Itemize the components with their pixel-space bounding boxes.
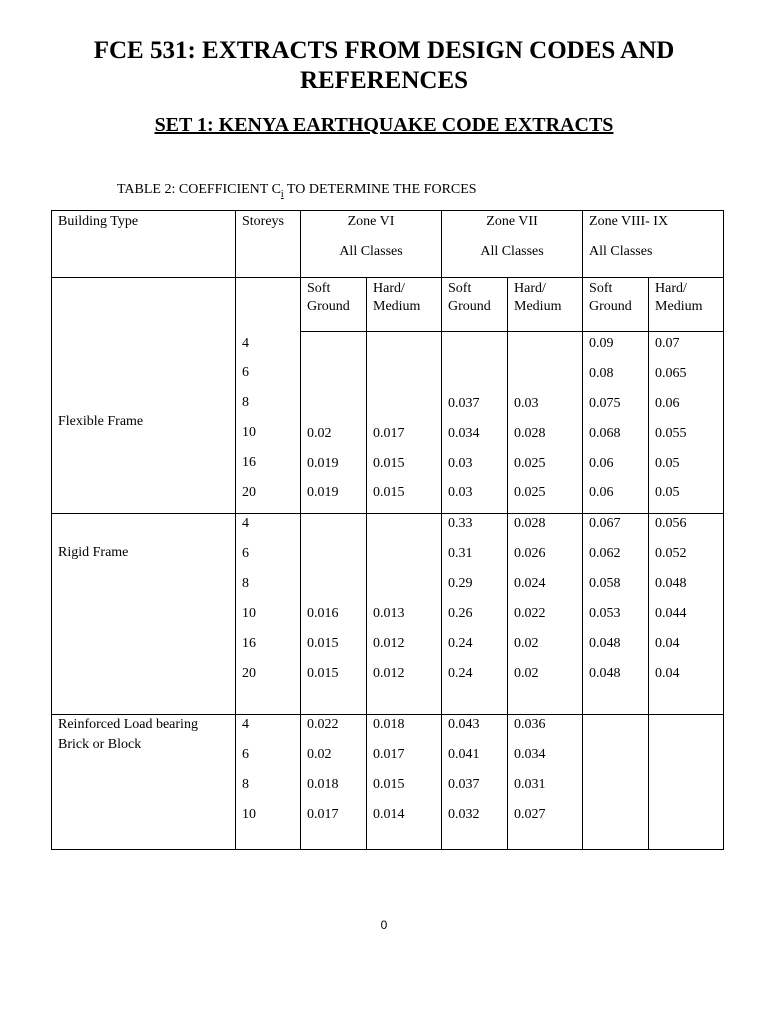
- table-cell-value: 6: [242, 546, 249, 562]
- group-1-z7-hard: [508, 332, 583, 514]
- table-cell-value: 0.31: [448, 546, 473, 562]
- group-1-storeys: [236, 332, 301, 514]
- table-cell-value: 0.016: [307, 606, 339, 622]
- group-flexible-frame: [52, 332, 724, 514]
- table-cell-value: 8: [242, 777, 249, 793]
- table-cell-value: 0.053: [589, 606, 621, 622]
- group-2-z6-hard: [367, 514, 442, 715]
- table-cell-value: 0.048: [589, 665, 621, 681]
- table-caption: [117, 181, 477, 199]
- table-cell-value: 16: [242, 635, 256, 651]
- table-cell-value: [589, 775, 642, 805]
- table-cell-value: 10: [242, 807, 256, 823]
- table-cell-value: [448, 364, 501, 394]
- table-cell-value: 0.041: [448, 747, 480, 763]
- group-2-z7-hard: [508, 514, 583, 715]
- z8-soft-header: Soft Ground: [583, 278, 649, 332]
- table-cell-value: 0.019: [307, 455, 339, 471]
- group-3-z7-hard: [508, 715, 583, 850]
- header-building-type: Building Type: [52, 211, 236, 278]
- table-cell-value: 0.012: [373, 635, 405, 651]
- table-cell-value: 0.043: [448, 717, 480, 733]
- storeys-blank-header: [236, 278, 301, 332]
- table-cell-value: 0.025: [514, 455, 546, 471]
- table-cell-value: [373, 544, 435, 574]
- table-cell-value: [307, 544, 360, 574]
- table-cell-value: 0.036: [514, 717, 546, 733]
- group-1-z8-soft: [583, 332, 649, 514]
- table-cell-value: 0.037: [448, 395, 480, 411]
- table-cell-value: [655, 745, 717, 775]
- z7-soft-header: Soft Ground: [442, 278, 508, 332]
- table-cell-value: 0.05: [655, 485, 680, 501]
- caption-subscript: i: [280, 188, 284, 200]
- group-rigid-frame: [52, 514, 724, 715]
- table-cell-value: [655, 715, 717, 745]
- z8-hard-header: Hard/ Medium: [649, 278, 724, 332]
- table-cell-value: 0.065: [655, 365, 687, 381]
- table-cell-value: 10: [242, 606, 256, 622]
- group-reinforced-load-bearing: [52, 715, 724, 850]
- table-cell-value: 0.015: [307, 665, 339, 681]
- zone-7-label: Zone VII: [486, 214, 538, 229]
- table-cell-value: 6: [242, 747, 249, 763]
- table-cell-value: 0.018: [307, 777, 339, 793]
- table-cell-value: 8: [242, 576, 249, 592]
- table-cell-value: 0.24: [448, 635, 473, 651]
- z6-hard-header: Hard/ Medium: [367, 278, 442, 332]
- group-3-z8-hard: [649, 715, 724, 850]
- table-cell-value: [589, 745, 642, 775]
- title-line-2: REFERENCES: [299, 67, 469, 94]
- table-cell-value: 0.03: [448, 455, 473, 471]
- zone-8-label: Zone VIII- IX: [589, 214, 669, 229]
- table-cell-value: 0.068: [589, 425, 621, 441]
- z6-soft-header: Soft Ground: [301, 278, 367, 332]
- table-cell-value: 0.015: [373, 455, 405, 471]
- table-cell-value: 6: [242, 365, 249, 381]
- table-cell-value: 0.048: [589, 635, 621, 651]
- table-cell-value: 0.022: [307, 717, 339, 733]
- table-cell-value: [373, 574, 435, 604]
- table-cell-value: 0.02: [514, 665, 539, 681]
- document-title: [0, 36, 768, 96]
- group-1-z8-hard: [649, 332, 724, 514]
- table-cell-value: [307, 394, 360, 424]
- table-cell-value: 0.29: [448, 576, 473, 592]
- table-cell-value: 0.26: [448, 606, 473, 622]
- table-cell-value: [589, 715, 642, 745]
- table-cell-value: 0.015: [373, 485, 405, 501]
- table-cell-value: 0.014: [373, 807, 405, 823]
- group-3-storeys: [236, 715, 301, 850]
- table-cell-value: [373, 394, 435, 424]
- table-cell-value: 4: [242, 717, 249, 733]
- table-cell-value: 20: [242, 484, 256, 500]
- group-3-z8-soft: [583, 715, 649, 850]
- table-cell-value: 0.04: [655, 665, 680, 681]
- table-cell-value: 0.019: [307, 485, 339, 501]
- table-cell-value: 0.05: [655, 455, 680, 471]
- table-cell-value: 0.062: [589, 546, 621, 562]
- table-cell-value: 0.024: [514, 576, 546, 592]
- table-cell-value: 0.034: [514, 747, 546, 763]
- table-cell-value: [307, 514, 360, 544]
- table-cell-value: 0.031: [514, 777, 546, 793]
- table-cell-value: [514, 364, 576, 394]
- group-2-z7-soft: [442, 514, 508, 715]
- table-cell-value: 0.037: [448, 777, 480, 793]
- table-cell-value: 0.03: [514, 395, 539, 411]
- table-cell-value: 0.09: [589, 336, 614, 351]
- table-cell-value: 0.067: [589, 516, 621, 532]
- group-3-z7-soft: [442, 715, 508, 850]
- table-cell-value: 8: [242, 395, 249, 411]
- table-cell-value: 0.022: [514, 606, 546, 622]
- z7-hard-header: Hard/ Medium: [508, 278, 583, 332]
- table-cell-value: [373, 514, 435, 544]
- table-cell-value: 0.075: [589, 395, 621, 411]
- table-cell-value: 20: [242, 665, 256, 681]
- group-2-z8-hard: [649, 514, 724, 715]
- header-row-zones: [52, 211, 724, 278]
- table-cell-value: [589, 805, 642, 835]
- table-cell-value: 0.052: [655, 546, 687, 562]
- table-cell-value: 0.06: [655, 395, 680, 411]
- group-3-z6-soft: [301, 715, 367, 850]
- table-cell-value: 0.24: [448, 665, 473, 681]
- zone-7-classes: All Classes: [480, 244, 544, 259]
- group-2-z8-soft: [583, 514, 649, 715]
- table-cell-value: 0.028: [514, 516, 546, 532]
- table-cell-value: 0.02: [307, 425, 332, 441]
- table-cell-value: [373, 364, 435, 394]
- table-cell-value: 0.02: [307, 747, 332, 763]
- table-cell-value: 0.015: [307, 635, 339, 651]
- table-cell-value: 0.025: [514, 485, 546, 501]
- header-zone-6: [301, 211, 442, 278]
- table-cell-value: 0.33: [448, 516, 473, 532]
- table-cell-value: [448, 334, 501, 364]
- group-3-z6-hard: [367, 715, 442, 850]
- table-cell-value: 0.044: [655, 606, 687, 622]
- table-cell-value: 0.017: [373, 425, 405, 441]
- table-cell-value: 0.06: [589, 455, 614, 471]
- group-label-reinforced: Reinforced Load bearing Brick or Block: [52, 715, 236, 850]
- table-cell-value: 0.034: [448, 425, 480, 441]
- table-cell-value: 10: [242, 425, 256, 441]
- group-1-z6-soft: [301, 332, 367, 514]
- table-cell-value: 0.018: [373, 717, 405, 733]
- table-cell-value: 0.032: [448, 807, 480, 823]
- header-storeys: Storeys: [236, 211, 301, 278]
- group-label-flexible-frame: Flexible Frame: [52, 332, 236, 514]
- header-zone-8: [583, 211, 724, 278]
- table-cell-value: 0.012: [373, 665, 405, 681]
- table-cell-value: 0.055: [655, 425, 687, 441]
- table-cell-value: [655, 775, 717, 805]
- group-2-storeys: [236, 514, 301, 715]
- zone-6-classes: All Classes: [339, 244, 403, 259]
- subtitle-text: SET 1: KENYA EARTHQUAKE CODE EXTRACTS: [154, 114, 614, 136]
- table-cell-value: 0.027: [514, 807, 546, 823]
- table-cell-value: 0.058: [589, 576, 621, 592]
- table-cell-value: 0.013: [373, 606, 405, 622]
- coefficient-table: [51, 210, 724, 850]
- group-1-z6-hard: [367, 332, 442, 514]
- zone-6-label: Zone VI: [347, 214, 395, 229]
- table-cell-value: 0.02: [514, 635, 539, 651]
- table-cell-value: [373, 334, 435, 364]
- group-1-label-top: [52, 278, 236, 332]
- table-cell-value: 0.056: [655, 516, 687, 532]
- table-cell-value: [307, 364, 360, 394]
- group-1-z7-soft: [442, 332, 508, 514]
- table-cell-value: 0.048: [655, 576, 687, 592]
- table-cell-value: 0.017: [373, 747, 405, 763]
- header-row-ground: [52, 278, 724, 332]
- table-cell-value: 16: [242, 455, 256, 471]
- table-cell-value: 0.017: [307, 807, 339, 823]
- page-number: 0: [380, 918, 388, 932]
- table-cell-value: 0.06: [589, 485, 614, 501]
- table-cell-value: 0.015: [373, 777, 405, 793]
- caption-prefix: TABLE 2: COEFFICIENT C: [117, 182, 281, 197]
- caption-suffix: TO DETERMINE THE FORCES: [283, 182, 477, 197]
- table-cell-value: [307, 334, 360, 364]
- title-line-1: FCE 531: EXTRACTS FROM DESIGN CODES AND: [93, 37, 675, 64]
- table-cell-value: 4: [242, 516, 249, 532]
- table-cell-value: [514, 334, 576, 364]
- table-cell-value: 4: [242, 335, 249, 351]
- zone-8-classes: All Classes: [589, 244, 653, 259]
- table-cell-value: 0.028: [514, 425, 546, 441]
- group-label-rigid-frame: Rigid Frame: [52, 514, 236, 715]
- table-cell-value: 0.08: [589, 365, 614, 381]
- document-subtitle: [0, 113, 768, 137]
- table-cell-value: [655, 805, 717, 835]
- table-cell-value: [307, 574, 360, 604]
- group-2-z6-soft: [301, 514, 367, 715]
- table-cell-value: 0.026: [514, 546, 546, 562]
- table-cell-value: 0.07: [655, 336, 680, 351]
- header-zone-7: [442, 211, 583, 278]
- table-cell-value: 0.03: [448, 485, 473, 501]
- table-cell-value: 0.04: [655, 635, 680, 651]
